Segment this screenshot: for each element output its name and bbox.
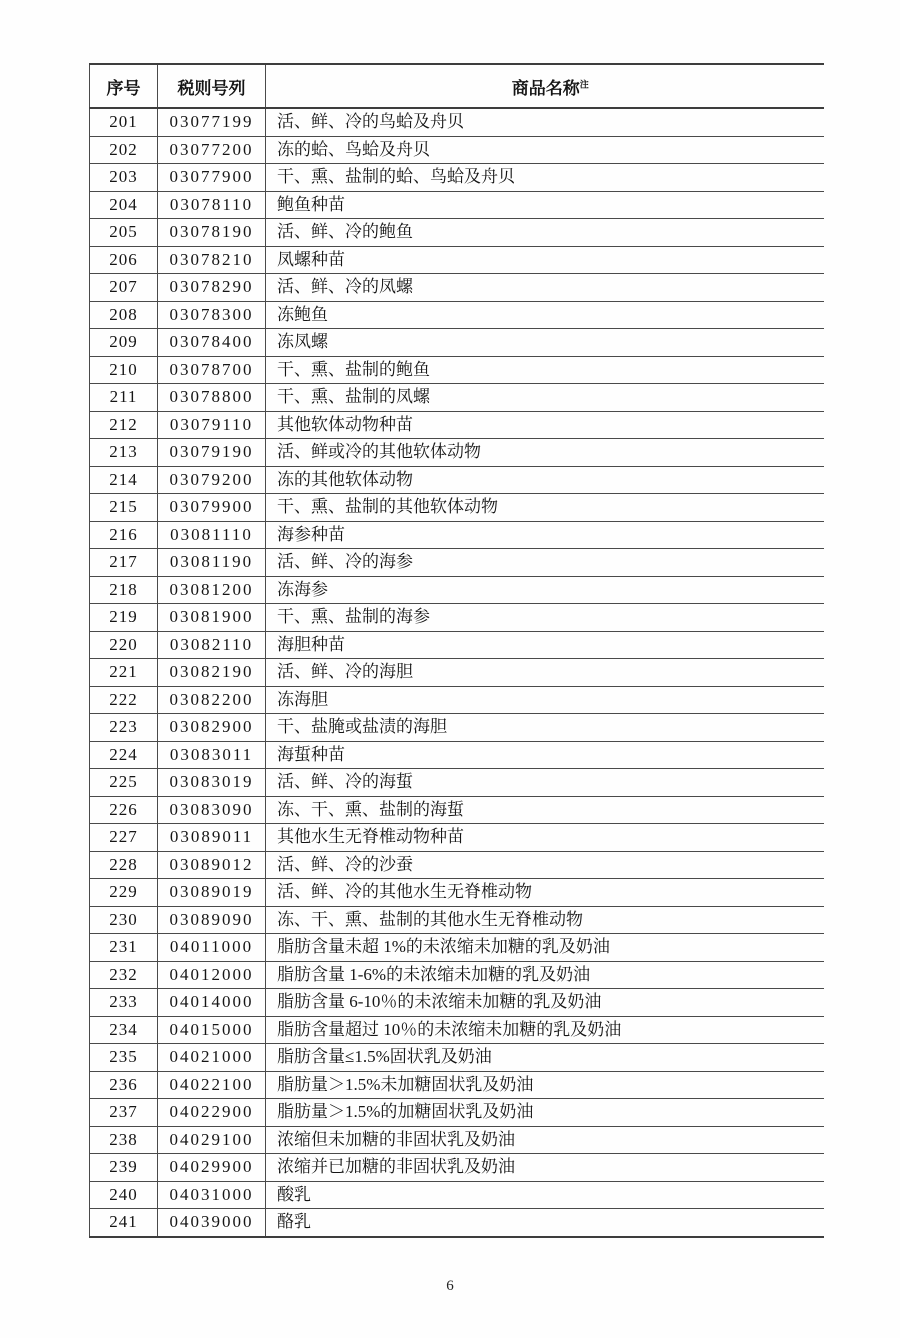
table-row <box>90 604 824 632</box>
table-row <box>90 1099 824 1127</box>
table-row <box>90 879 824 907</box>
cell-product-name: 海参种苗 <box>277 524 345 544</box>
cell-product-name: 活、鲜、冷的海参 <box>277 552 413 571</box>
cell-tariff-code: 03078110 <box>158 191 266 219</box>
cell-serial-number: 203 <box>90 164 158 192</box>
table-row <box>90 301 824 329</box>
cell-product-name: 活、鲜、冷的海蜇 <box>277 772 413 791</box>
cell-tariff-code: 04031000 <box>158 1181 266 1209</box>
cell-product-name: 活、鲜、冷的鸟蛤及舟贝 <box>277 112 464 131</box>
cell-serial-number: 229 <box>90 879 158 907</box>
cell-product-name: 活、鲜、冷的凤螺 <box>277 277 413 296</box>
cell-serial-number: 232 <box>90 961 158 989</box>
cell-tariff-code: 03078400 <box>158 329 266 357</box>
cell-tariff-code: 03077200 <box>158 136 266 164</box>
cell-tariff-code: 03077900 <box>158 164 266 192</box>
table-row <box>90 466 824 494</box>
cell-product-name: 脂肪量＞1.5%未加糖固状乳及奶油 <box>277 1074 534 1094</box>
table-row <box>90 961 824 989</box>
tariff-table <box>89 63 824 1238</box>
cell-serial-number: 224 <box>90 741 158 769</box>
cell-product-name: 酪乳 <box>277 1212 311 1231</box>
cell-tariff-code: 03078190 <box>158 219 266 247</box>
cell-tariff-code: 03081900 <box>158 604 266 632</box>
cell-product-name: 冻的蛤、鸟蛤及舟贝 <box>277 139 430 159</box>
cell-tariff-code: 03081200 <box>158 576 266 604</box>
cell-serial-number: 206 <box>90 246 158 274</box>
table-row <box>90 851 824 879</box>
cell-tariff-code: 03089011 <box>158 824 266 852</box>
cell-serial-number: 207 <box>90 274 158 302</box>
table-row <box>90 659 824 687</box>
cell-tariff-code: 03089019 <box>158 879 266 907</box>
cell-product-name: 鲍鱼种苗 <box>277 194 345 214</box>
cell-serial-number: 204 <box>90 191 158 219</box>
table-row <box>90 164 824 192</box>
table-row <box>90 769 824 797</box>
table-row <box>90 411 824 439</box>
table-row <box>90 989 824 1017</box>
table-row <box>90 494 824 522</box>
cell-product-name: 凤螺种苗 <box>277 249 345 269</box>
table-row <box>90 549 824 577</box>
cell-serial-number: 235 <box>90 1044 158 1072</box>
table-row <box>90 1126 824 1154</box>
header-product-label: 商品名称 <box>511 78 580 98</box>
table-row <box>90 356 824 384</box>
cell-tariff-code: 04014000 <box>158 989 266 1017</box>
table-row <box>90 1044 824 1072</box>
cell-serial-number: 218 <box>90 576 158 604</box>
cell-tariff-code: 04029900 <box>158 1154 266 1182</box>
cell-serial-number: 219 <box>90 604 158 632</box>
cell-serial-number: 239 <box>90 1154 158 1182</box>
cell-product-name: 活、鲜、冷的其他水生无脊椎动物 <box>277 882 532 901</box>
cell-product-name: 干、熏、盐制的凤螺 <box>277 387 430 406</box>
cell-product-name: 干、盐腌或盐渍的海胆 <box>277 717 447 736</box>
cell-serial-number: 241 <box>90 1209 158 1237</box>
cell-tariff-code: 04022100 <box>158 1071 266 1099</box>
header-note-superscript: 注 <box>579 78 589 89</box>
cell-tariff-code: 03078800 <box>158 384 266 412</box>
cell-product-name: 其他水生无脊椎动物种苗 <box>277 827 464 846</box>
cell-product-name: 浓缩并已加糖的非固状乳及奶油 <box>277 1157 515 1176</box>
cell-tariff-code: 03078700 <box>158 356 266 384</box>
cell-serial-number: 201 <box>90 108 158 136</box>
cell-product-name: 酸乳 <box>277 1184 311 1204</box>
header-product-name <box>266 64 824 108</box>
cell-serial-number: 237 <box>90 1099 158 1127</box>
header-tariff-code <box>158 64 266 108</box>
cell-tariff-code: 04011000 <box>158 934 266 962</box>
cell-tariff-code: 04022900 <box>158 1099 266 1127</box>
table-row <box>90 741 824 769</box>
cell-tariff-code: 04012000 <box>158 961 266 989</box>
cell-serial-number: 238 <box>90 1126 158 1154</box>
table-row <box>90 1181 824 1209</box>
cell-serial-number: 221 <box>90 659 158 687</box>
cell-tariff-code: 04015000 <box>158 1016 266 1044</box>
table-row <box>90 1154 824 1182</box>
cell-tariff-code: 03077199 <box>158 108 266 136</box>
cell-product-name: 海蜇种苗 <box>277 744 345 764</box>
header-serial-label: 序号 <box>106 78 141 98</box>
table-row <box>90 246 824 274</box>
table-row <box>90 576 824 604</box>
cell-product-name: 脂肪含量超过 10％的未浓缩未加糖的乳及奶油 <box>277 1019 622 1039</box>
page-number: 6 <box>446 1278 454 1294</box>
cell-product-name: 活、鲜、冷的海胆 <box>277 662 413 681</box>
cell-serial-number: 212 <box>90 411 158 439</box>
table-row <box>90 686 824 714</box>
cell-serial-number: 236 <box>90 1071 158 1099</box>
cell-serial-number: 227 <box>90 824 158 852</box>
cell-product-name: 浓缩但未加糖的非固状乳及奶油 <box>277 1129 515 1149</box>
table-row <box>90 824 824 852</box>
cell-product-name: 冻、干、熏、盐制的海蜇 <box>277 799 464 819</box>
cell-product-name: 其他软体动物种苗 <box>277 414 413 434</box>
cell-tariff-code: 03078300 <box>158 301 266 329</box>
cell-product-name: 冻、干、熏、盐制的其他水生无脊椎动物 <box>277 909 583 929</box>
cell-tariff-code: 03089090 <box>158 906 266 934</box>
cell-tariff-code: 04029100 <box>158 1126 266 1154</box>
table-row <box>90 631 824 659</box>
table-row <box>90 796 824 824</box>
cell-serial-number: 216 <box>90 521 158 549</box>
cell-serial-number: 226 <box>90 796 158 824</box>
cell-tariff-code: 03083019 <box>158 769 266 797</box>
cell-product-name: 冻海参 <box>277 579 328 599</box>
cell-product-name: 活、鲜、冷的沙蚕 <box>277 854 413 874</box>
cell-serial-number: 230 <box>90 906 158 934</box>
cell-tariff-code: 03083011 <box>158 741 266 769</box>
cell-serial-number: 233 <box>90 989 158 1017</box>
cell-tariff-code: 03083090 <box>158 796 266 824</box>
cell-product-name: 脂肪量＞1.5%的加糖固状乳及奶油 <box>277 1102 534 1121</box>
table-header-row <box>90 64 824 108</box>
cell-product-name: 干、熏、盐制的海参 <box>277 607 430 626</box>
header-tariff-label: 税则号列 <box>177 78 246 98</box>
cell-product-name: 脂肪含量≤1.5%固状乳及奶油 <box>277 1047 492 1066</box>
table-row <box>90 934 824 962</box>
cell-tariff-code: 03078210 <box>158 246 266 274</box>
cell-serial-number: 208 <box>90 301 158 329</box>
cell-tariff-code: 03079110 <box>158 411 266 439</box>
cell-serial-number: 231 <box>90 934 158 962</box>
cell-product-name: 干、熏、盐制的鲍鱼 <box>277 359 430 379</box>
table-row <box>90 1209 824 1237</box>
table-row <box>90 906 824 934</box>
cell-product-name: 活、鲜、冷的鲍鱼 <box>277 222 413 241</box>
cell-product-name: 冻鲍鱼 <box>277 304 328 324</box>
cell-tariff-code: 03081110 <box>158 521 266 549</box>
table-row <box>90 1016 824 1044</box>
table-row <box>90 521 824 549</box>
cell-serial-number: 210 <box>90 356 158 384</box>
cell-serial-number: 202 <box>90 136 158 164</box>
table-body <box>90 108 824 1237</box>
cell-serial-number: 228 <box>90 851 158 879</box>
cell-product-name: 干、熏、盐制的蛤、鸟蛤及舟贝 <box>277 167 515 186</box>
cell-tariff-code: 03082900 <box>158 714 266 742</box>
header-serial-number <box>90 64 158 108</box>
table-row <box>90 136 824 164</box>
cell-tariff-code: 03081190 <box>158 549 266 577</box>
cell-tariff-code: 04039000 <box>158 1209 266 1237</box>
cell-serial-number: 209 <box>90 329 158 357</box>
cell-tariff-code: 03089012 <box>158 851 266 879</box>
cell-serial-number: 214 <box>90 466 158 494</box>
cell-tariff-code: 03082200 <box>158 686 266 714</box>
cell-tariff-code: 03082110 <box>158 631 266 659</box>
table-row <box>90 384 824 412</box>
cell-serial-number: 220 <box>90 631 158 659</box>
table-row <box>90 219 824 247</box>
cell-product-name: 干、熏、盐制的其他软体动物 <box>277 497 498 516</box>
table-row <box>90 108 824 136</box>
table-row <box>90 329 824 357</box>
cell-serial-number: 205 <box>90 219 158 247</box>
cell-serial-number: 217 <box>90 549 158 577</box>
cell-product-name: 冻的其他软体动物 <box>277 469 413 489</box>
table-row <box>90 439 824 467</box>
cell-serial-number: 211 <box>90 384 158 412</box>
cell-tariff-code: 03082190 <box>158 659 266 687</box>
cell-tariff-code: 03079900 <box>158 494 266 522</box>
cell-product-name: 海胆种苗 <box>277 634 345 654</box>
cell-tariff-code: 04021000 <box>158 1044 266 1072</box>
cell-product-name: 脂肪含量 1-6%的未浓缩未加糖的乳及奶油 <box>277 964 591 984</box>
cell-product-name: 冻海胆 <box>277 689 328 709</box>
table-row <box>90 1071 824 1099</box>
cell-tariff-code: 03079200 <box>158 466 266 494</box>
cell-serial-number: 222 <box>90 686 158 714</box>
cell-tariff-code: 03079190 <box>158 439 266 467</box>
cell-serial-number: 223 <box>90 714 158 742</box>
cell-serial-number: 225 <box>90 769 158 797</box>
cell-product-name: 冻凤螺 <box>277 332 328 351</box>
cell-product-name: 脂肪含量未超 1%的未浓缩未加糖的乳及奶油 <box>277 937 610 956</box>
table-row <box>90 274 824 302</box>
cell-tariff-code: 03078290 <box>158 274 266 302</box>
cell-serial-number: 215 <box>90 494 158 522</box>
cell-serial-number: 213 <box>90 439 158 467</box>
cell-serial-number: 240 <box>90 1181 158 1209</box>
cell-serial-number: 234 <box>90 1016 158 1044</box>
table-row <box>90 191 824 219</box>
cell-product-name: 脂肪含量 6-10％的未浓缩未加糖的乳及奶油 <box>277 992 602 1011</box>
cell-product-name: 活、鲜或冷的其他软体动物 <box>277 442 481 461</box>
table-row <box>90 714 824 742</box>
